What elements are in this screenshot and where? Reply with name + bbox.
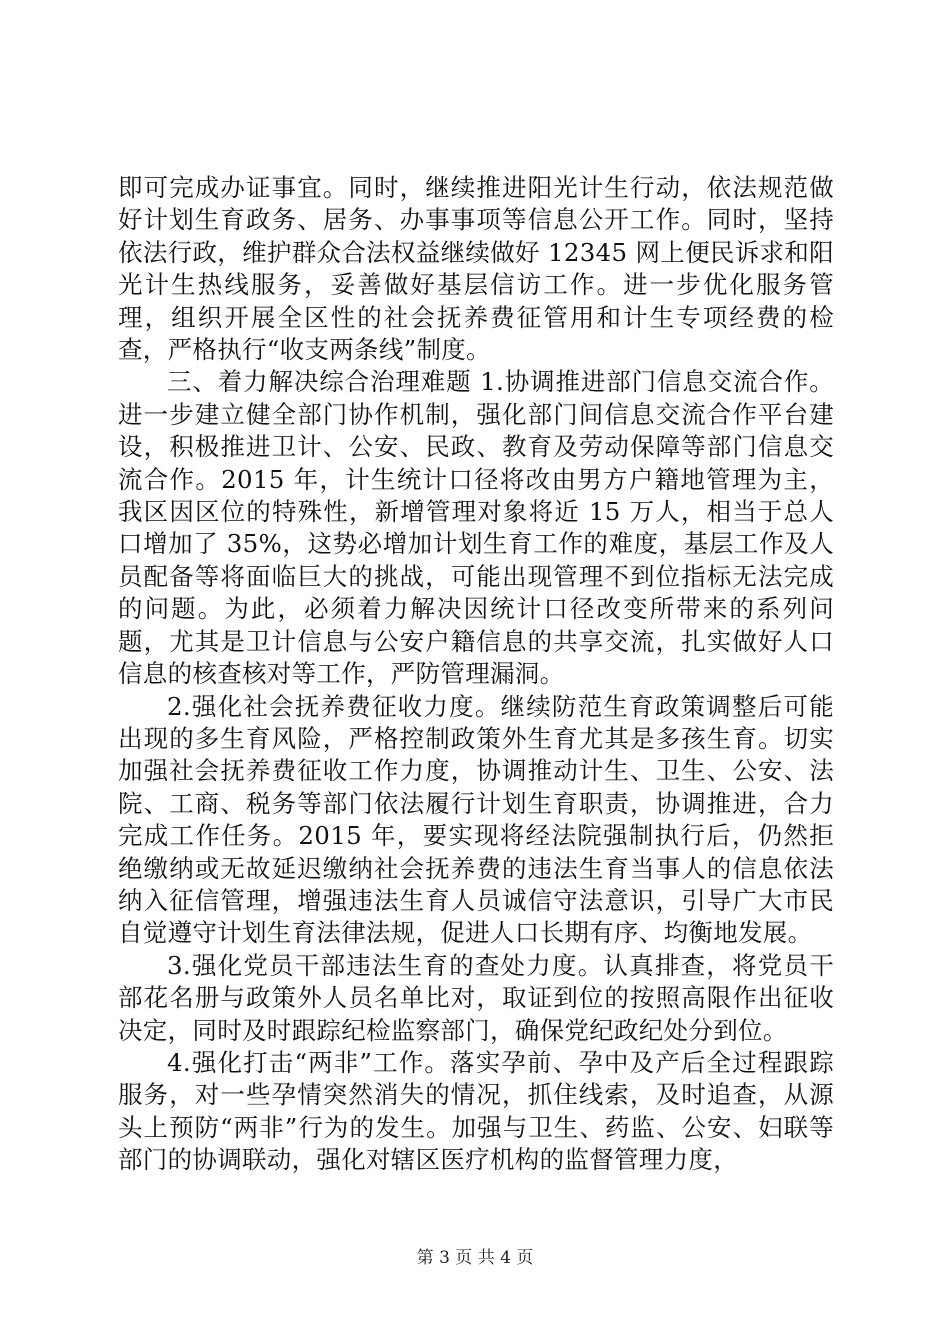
page-footer: 第 3 页 共 4 页	[416, 1248, 534, 1268]
paragraph-3: 2.强化社会抚养费征收力度。继续防范生育政策调整后可能出现的多生育风险，严格控制政策外生育尤其是多孩生育。切实加强社会抚养费征收工作力度，协调推动计生、卫生、公安、法院、工商、税务等部门依法履行计划生育职责，协调推进，合力完成工作任务。2015 年，要实现将经法院强制执行后，仍然拒绝缴纳或无故延迟缴纳社会抚养费的违法生育当事人的信息依法纳入征信管理，增强违法生育人员诚信守法意识，引导广大市民自觉遵守计划生育法律法规，促进人口长期有序、均衡地发展。	[118, 691, 834, 948]
paragraph-2: 三、着力解决综合治理难题 1.协调推进部门信息交流合作。进一步建立健全部门协作机制，强化部门间信息交流合作平台建设，积极推进卫计、公安、民政、教育及劳动保障等部门信息交流合作。2015 年，计生统计口径将改由男方户籍地管理为主，我区因区位的特殊性，新增管理对象将近 15 万人，相当于总人口增加了 35%，这势必增加计划生育工作的难度，基层工作及人员配备等将面临巨大的挑战，可能出现管理不到位指标无法完成的问题。为此，必须着力解决因统计口径改变所带来的系列问题，尤其是卫计信息与公安户籍信息的共享交流，扎实做好人口信息的核查核对等工作，严防管理漏洞。	[118, 367, 834, 689]
paragraph-1: 即可完成办证事宜。同时，继续推进阳光计生行动，依法规范做好计划生育政务、居务、办事事项等信息公开工作。同时，坚持依法行政，维护群众合法权益继续做好 12345 网上便民诉求和阳光计生热线服务，妥善做好基层信访工作。进一步优化服务管理，组织开展全区性的社会抚养费征管用和计生专项经费的检查，严格执行“收支两条线”制度。	[118, 173, 834, 365]
paragraph-5: 4.强化打击“两非”工作。落实孕前、孕中及产后全过程跟踪服务，对一些孕情突然消失的情况，抓住线索，及时追查，从源头上预防“两非”行为的发生。加强与卫生、药监、公安、妇联等部门的协调联动，强化对辖区医疗机构的监督管理力度，	[118, 1047, 834, 1175]
document-body	[118, 172, 834, 1177]
paragraph-4: 3.强化党员干部违法生育的查处力度。认真排查，将党员干部花名册与政策外人员名单比对，取证到位的按照高限作出征收决定，同时及时跟踪纪检监察部门，确保党纪政纪处分到位。	[118, 950, 834, 1045]
